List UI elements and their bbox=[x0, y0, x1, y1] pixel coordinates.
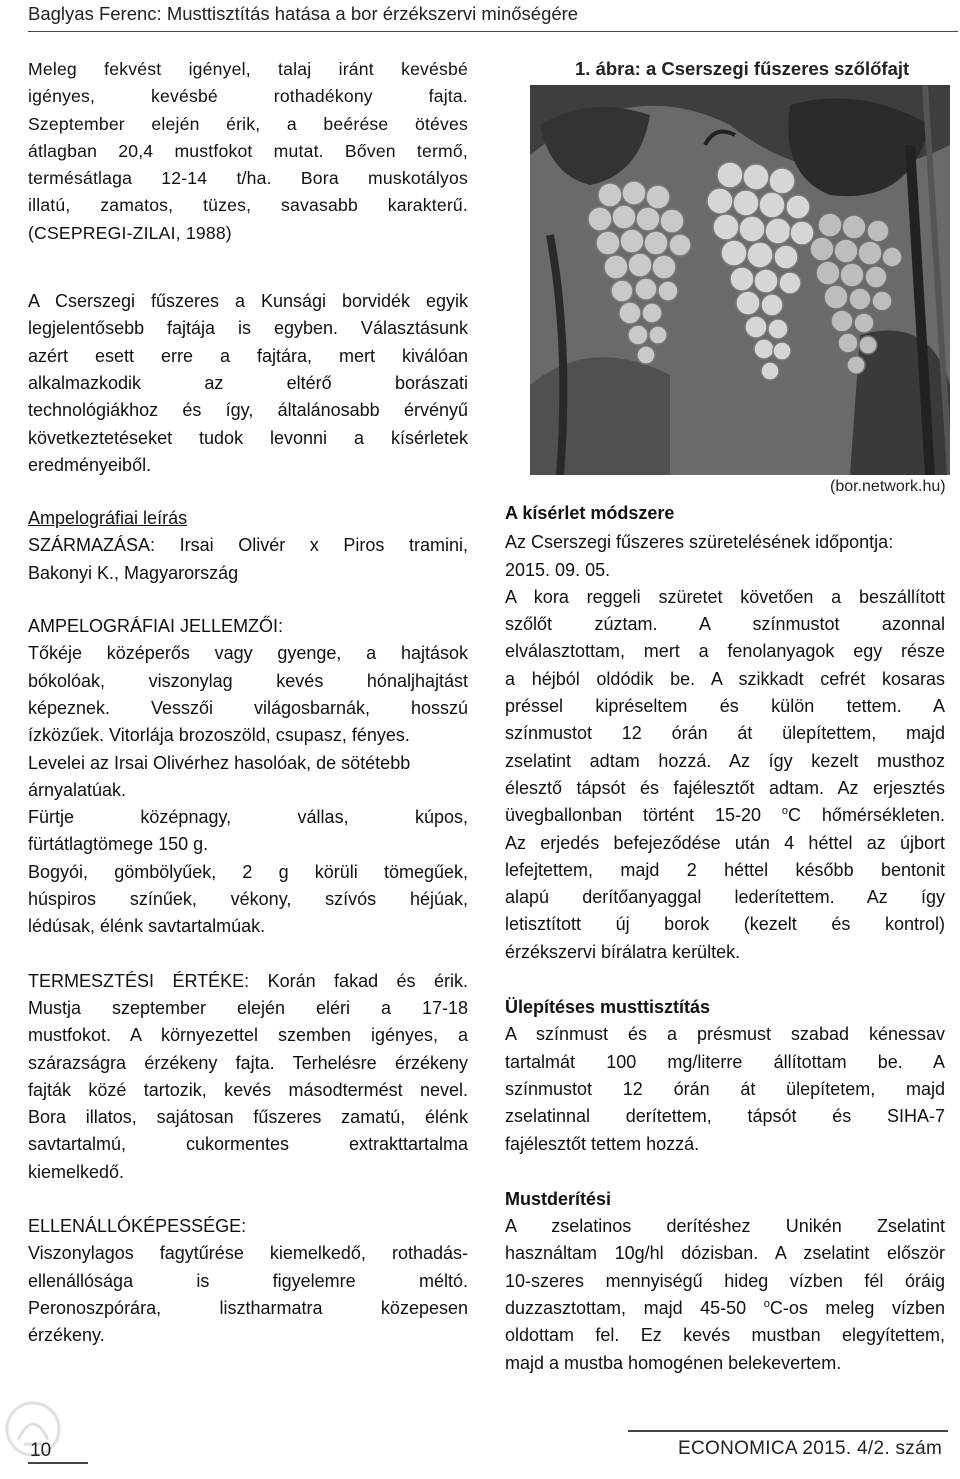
right-column bbox=[505, 500, 945, 1377]
footer-rule-left bbox=[28, 1462, 88, 1464]
running-header-title: Baglyas Ferenc: Musttisztítás hatása a bor érzékszervi minőségére bbox=[28, 3, 579, 24]
text-line: alapú derítőanyaggal lederítettem. Az így bbox=[505, 887, 945, 908]
text-line: technológiákhoz és így, általánosabb érvényű bbox=[28, 400, 468, 421]
text-line: színmustot 12 órán át ülepítetem, majd bbox=[505, 1078, 945, 1099]
traits-heading: AMPELOGRÁFIAI JELLEMZŐI: bbox=[28, 616, 284, 637]
running-header bbox=[28, 2, 958, 32]
text-line: ízközűek. Vitorlája brozoszöld, csupasz, fényes. bbox=[28, 725, 410, 746]
text-line: igényes, kevésbé rothadékony fajta. bbox=[28, 86, 468, 107]
origin-line: Bakonyi K., Magyarország bbox=[28, 562, 239, 583]
text-line: Tőkéje középerős vagy gyenge, a hajtások bbox=[28, 643, 468, 664]
temperature-text: üvegballonban történt 15-20 bbox=[505, 805, 782, 826]
text-line: illatú, zamatos, tüzes, savasabb karakterű. bbox=[28, 195, 468, 216]
text-line: Levelei az Irsai Olivérhez hasolóak, de sötétebb bbox=[28, 752, 411, 773]
harvest-date: 2015. 09. 05. bbox=[505, 559, 611, 580]
text-line: lefejtettem, majd 2 héttel később bentonit bbox=[505, 859, 945, 880]
text-line: fajélesztőt tettem hozzá. bbox=[505, 1133, 700, 1154]
text-line: zselatint adtam hozzá. Az így kezelt musthoz bbox=[505, 750, 945, 771]
degree-sign: o bbox=[763, 1298, 770, 1311]
grape-cluster-illustration bbox=[530, 85, 950, 475]
text-line: 10-szeres mennyiségű hideg vízben fél óráig bbox=[505, 1270, 945, 1291]
settling-heading: Ülepítéses musttisztítás bbox=[505, 997, 711, 1018]
text-line: elválasztottam, mert a fenolanyagok egy része bbox=[505, 641, 945, 662]
text-line: eredményeiből. bbox=[28, 454, 152, 475]
text-line: használtam 10g/hl dózisban. A zselatint először bbox=[505, 1243, 945, 1264]
text-line: A Cserszegi fűszeres a Kunsági borvidék egyik bbox=[28, 291, 468, 312]
text-line: A kora reggeli szüretet követően a beszállított bbox=[505, 586, 945, 607]
resistance-heading: ELLENÁLLÓKÉPESSÉGE: bbox=[28, 1215, 247, 1236]
text-line: Meleg fekvést igényel, talaj iránt kevésbé bbox=[28, 59, 468, 79]
figure-caption: 1. ábra: a Cserszegi fűszeres szőlőfajt bbox=[575, 58, 910, 79]
text-line: alkalmazkodik az eltérő borászati bbox=[28, 372, 468, 393]
text-line: szárazságra érzékeny fajta. Terhelésre érzékeny bbox=[28, 1052, 468, 1073]
text-line: mustfokot. A környezettel szemben igényes, a bbox=[28, 1025, 468, 1046]
text-line: savtartalmú, cukormentes extrakttartalma bbox=[28, 1134, 468, 1155]
text-line: Fürtje középnagy, vállas, kúpos, bbox=[28, 807, 468, 828]
text-line: árnyalatúak. bbox=[28, 779, 127, 800]
origin-line: SZÁRMAZÁSA: Irsai Olivér x Piros tramini, bbox=[28, 535, 468, 556]
left-column bbox=[28, 56, 468, 1349]
text-line: érzékszervi bírálatra kerültek. bbox=[505, 941, 741, 962]
grape-photo bbox=[530, 85, 950, 475]
fining-heading: Mustderítési bbox=[505, 1188, 612, 1209]
degree-sign: o bbox=[781, 805, 789, 818]
fining-temp-text-end: C-os meleg vízben bbox=[769, 1298, 945, 1319]
fining-temperature-line bbox=[505, 1295, 945, 1322]
text-line: fürtátlagtömege 150 g. bbox=[28, 834, 209, 855]
ampelography-heading: Ampelográfiai leírás bbox=[28, 508, 188, 529]
text-line: majd a mustba homogénen belekevertem. bbox=[505, 1352, 842, 1373]
variety-paragraph bbox=[28, 288, 468, 479]
text-line: Az erjedés befejeződése után 4 héttel az újbort bbox=[505, 832, 945, 853]
temperature-text-end: C hőmérsékleten. bbox=[788, 805, 945, 826]
text-line: zselatinnal derítettem, tápsót és SIHA-7 bbox=[505, 1106, 945, 1127]
text-line: préssel kipréseltem és külön tettem. A bbox=[505, 696, 945, 717]
footer-rule-right bbox=[628, 1430, 948, 1432]
text-line: fajták közé tartozik, kevés másodtermést nevel. bbox=[28, 1079, 468, 1100]
text-line: Mustja szeptember elején eléri a 17-18 bbox=[28, 997, 468, 1018]
text-line: Viszonylagos fagytűrése kiemelkedő, rothadás- bbox=[28, 1243, 468, 1264]
text-line: bókolóak, viszonylag kevés hónaljhajtást bbox=[28, 670, 468, 691]
text-line: érzékeny. bbox=[28, 1325, 105, 1346]
text-line: A zselatinos derítéshez Unikén Zselatint bbox=[505, 1216, 945, 1237]
text-line: kiemelkedő. bbox=[28, 1161, 125, 1182]
text-line: tartalmát 100 mg/literre állítottam be. A bbox=[505, 1051, 945, 1072]
text-line: TERMESZTÉSI ÉRTÉKE: Korán fakad és érik. bbox=[28, 970, 468, 991]
text-line: Az Cserszegi fűszeres szüretelésének időpontja: bbox=[505, 532, 894, 553]
text-line: Peronoszpórára, lisztharmatra közepesen bbox=[28, 1297, 468, 1318]
citation: (CSEPREGI-ZILAI, 1988) bbox=[28, 222, 232, 243]
page-number: 10 bbox=[30, 1440, 52, 1461]
text-line: letisztított új borok (kezelt és kontrol) bbox=[505, 914, 945, 935]
text-line: képeznek. Vesszői világosbarnák, hosszú bbox=[28, 697, 468, 718]
text-line: legjelentősebb fajtája is egyben. Választásunk bbox=[28, 318, 468, 339]
text-line: ellenállósága is figyelemre méltó. bbox=[28, 1270, 468, 1291]
method-heading: A kísérlet módszere bbox=[505, 503, 675, 523]
text-line: átlagban 20,4 mustfokot mutat. Bőven termő, bbox=[28, 140, 468, 161]
text-line: Bora illatos, sajátosan fűszeres zamatú, élénk bbox=[28, 1107, 468, 1128]
text-line: szőlőt zúztam. A színmustot azonnal bbox=[505, 614, 945, 635]
text-line: lédúsak, élénk savtartalmúak. bbox=[28, 916, 266, 937]
temperature-line bbox=[505, 802, 945, 829]
text-line: A színmust és a présmust szabad kénessav bbox=[505, 1024, 945, 1045]
intro-paragraph bbox=[28, 56, 468, 247]
text-line: élesztő tápsót és fajélesztőt adtam. Az erjesztés bbox=[505, 777, 945, 798]
text-line: Bogyói, gömbölyűek, 2 g körüli tömegűek, bbox=[28, 861, 468, 882]
journal-issue: ECONOMICA 2015. 4/2. szám bbox=[678, 1438, 943, 1459]
text-line: Szeptember elején érik, a beérése ötéves bbox=[28, 113, 468, 134]
text-line: azért esett erre a fajtára, mert kiválóan bbox=[28, 345, 468, 366]
text-line: oldottam fel. Ez kevés mustban elegyítettem, bbox=[505, 1325, 945, 1346]
text-line: termésátlaga 12-14 t/ha. Bora muskotályos bbox=[28, 168, 468, 189]
fining-temp-text: duzzasztottam, majd 45-50 bbox=[505, 1298, 764, 1319]
text-line: húspiros színűek, vékony, szívós héjúak, bbox=[28, 889, 468, 910]
text-line: következtetéseket tudok levonni a kísérletek bbox=[28, 427, 468, 448]
text-line: a héjból oldódik be. A szikkadt cefrét kosaras bbox=[505, 668, 945, 689]
figure-credit: (bor.network.hu) bbox=[830, 478, 946, 495]
text-line: színmustot 12 órán át ülepítettem, majd bbox=[505, 723, 945, 744]
